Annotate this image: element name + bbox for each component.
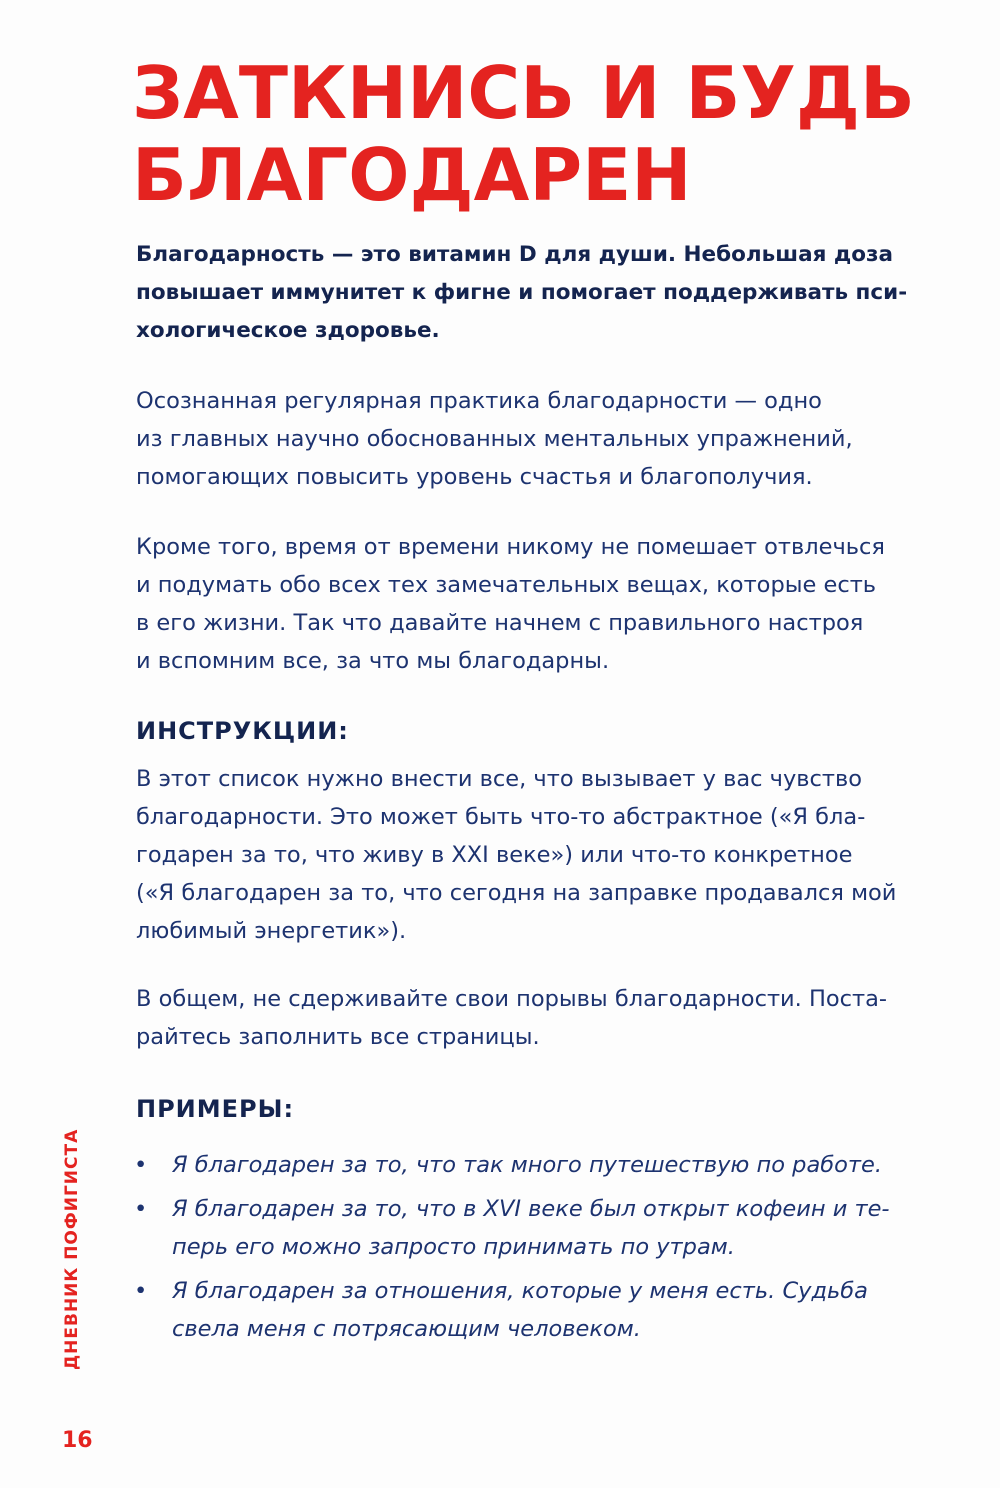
example-line: свела меня с потрясающим человеком. <box>172 1316 641 1342</box>
list-item <box>132 1146 952 1184</box>
page-number: 16 <box>62 1428 93 1453</box>
paragraph-line: любимый энергетик»). <box>136 918 407 944</box>
paragraph-practice <box>136 382 948 496</box>
example-line: перь его можно запросто принимать по утрам. <box>172 1234 735 1260</box>
bullet-icon: • <box>134 1278 148 1304</box>
instructions-paragraph <box>136 760 948 950</box>
paragraph-line: благодарности. Это может быть что-то абстрактное («Я бла- <box>136 804 866 830</box>
bullet-icon: • <box>134 1196 148 1222</box>
paragraph-line: из главных научно обоснованных ментальных упражнений, <box>136 426 853 452</box>
example-line: Я благодарен за то, что в XVI веке был открыт кофеин и те- <box>172 1196 890 1222</box>
paragraph-line: и вспомним все, за что мы благодарны. <box>136 648 610 674</box>
paragraph-line: Кроме того, время от времени никому не помешает отвлечься <box>136 534 885 560</box>
paragraph-line: В общем, не сдерживайте свои порывы благодарности. Поста- <box>136 986 888 1012</box>
list-item <box>132 1272 952 1348</box>
list-item <box>132 1190 952 1266</box>
lead-line: повышает иммунитет к фигне и помогает поддерживать пси- <box>136 280 908 305</box>
examples-heading: ПРИМЕРЫ: <box>136 1095 295 1123</box>
lead-paragraph <box>136 236 948 350</box>
book-title-side-label: ДНЕВНИК ПОФИГИСТА <box>62 1128 82 1370</box>
lead-line: Благодарность — это витамин D для души. Небольшая доза <box>136 242 894 267</box>
title-line-2: БЛАГОДАРЕН <box>132 133 692 217</box>
paragraph-line: помогающих повысить уровень счастья и благополучия. <box>136 464 813 490</box>
instructions-heading: ИНСТРУКЦИИ: <box>136 717 349 745</box>
example-line: Я благодарен за то, что так много путешествую по работе. <box>172 1152 882 1178</box>
lead-line: хологическое здоровье. <box>136 318 440 343</box>
title-line-1: ЗАТКНИСЬ И БУДЬ <box>132 51 915 135</box>
paragraph-line: в его жизни. Так что давайте начнем с правильного настроя <box>136 610 864 636</box>
paragraph-moreover <box>136 528 948 680</box>
paragraph-line: Осознанная регулярная практика благодарности — одно <box>136 388 822 414</box>
examples-list <box>132 1146 952 1354</box>
paragraph-line: и подумать обо всех тех замечательных вещах, которые есть <box>136 572 877 598</box>
bullet-icon: • <box>134 1152 148 1178</box>
paragraph-line: годарен за то, что живу в XXI веке») или что-то конкретное <box>136 842 853 868</box>
instructions-paragraph-2 <box>136 980 948 1056</box>
paragraph-line: райтесь заполнить все страницы. <box>136 1024 540 1050</box>
page-title <box>132 52 932 216</box>
example-line: Я благодарен за отношения, которые у меня есть. Судьба <box>172 1278 868 1304</box>
paragraph-line: В этот список нужно внести все, что вызывает у вас чувство <box>136 766 863 792</box>
paragraph-line: («Я благодарен за то, что сегодня на заправке продавался мой <box>136 880 897 906</box>
